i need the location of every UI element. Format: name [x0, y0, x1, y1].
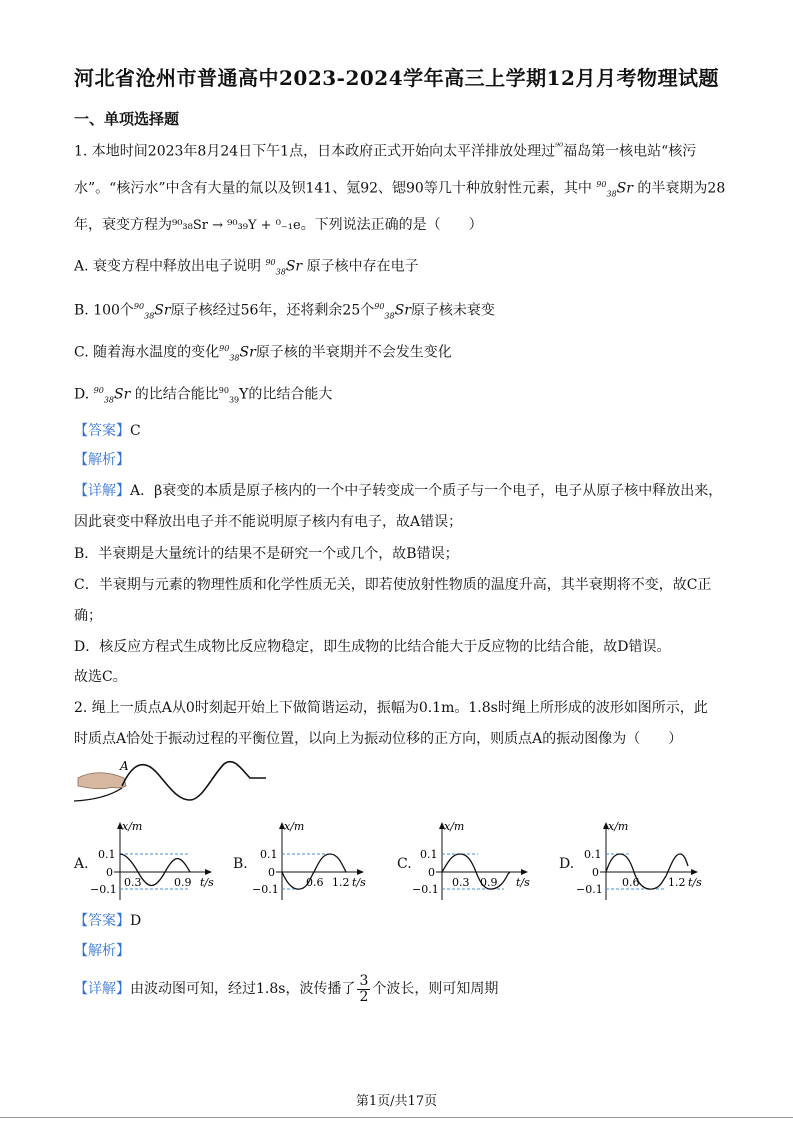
q1-option-c: C. 随着海水温度的变化$^{90}_{38}$Sr原子核的半衰期并不会发生变化: [74, 344, 452, 363]
y-tick-zero: 0: [592, 866, 599, 879]
y-label: x/m: [444, 820, 465, 833]
point-a-label: A: [120, 759, 129, 773]
graph-a-option-label: A.: [74, 856, 89, 872]
rope-wave-line: [122, 762, 266, 800]
q1-detail-3: B．半衰期是大量统计的结果不是研究一个或几个，故B错误；: [74, 546, 459, 562]
q2-line1: 2. 绳上一质点A从0时刻起开始上下做简谐运动，振幅为0.1m。1.8s时绳上所形成的波形如图所示，此: [74, 700, 708, 716]
q2-answer: 【答案】D: [74, 913, 142, 929]
q2-analysis-tag: 【解析】: [74, 943, 130, 959]
y-label: x/m: [284, 820, 305, 833]
graph-d-option-label: D.: [559, 856, 575, 872]
y-tick-zero: 0: [268, 866, 275, 879]
q1-line2: 水”。“核污水”中含有大量的氚以及钡141、氪92、锶90等几十种放射性元素，其中 $^{90}_{38}$Sr 的半衰期为28: [74, 175, 725, 204]
q1-detail-7: 故选C。: [74, 669, 127, 685]
x-tick-1: 0.3: [452, 876, 470, 889]
y-tick-pos: 0.1: [98, 848, 116, 861]
rope-wave-figure: [74, 756, 274, 806]
y-tick-neg: −0.1: [90, 883, 117, 896]
q2-line2: 时质点A恰处于振动过程的平衡位置，以向上为振动位移的正方向，则质点A的振动图像为（ ）: [74, 731, 683, 747]
q1-option-d: D. $^{90}_{38}$Sr 的比结合能比$^{90}_{39}$Y的比结合能大: [74, 386, 333, 405]
y-tick-neg: −0.1: [576, 883, 603, 896]
q1-detail-2: 因此衰变中释放出电子并不能说明原子核内有电子，故A错误；: [74, 514, 463, 530]
y-tick-neg: −0.1: [252, 883, 279, 896]
graph-b: [252, 818, 376, 902]
x-label: t/s: [516, 876, 530, 889]
graph-d: [576, 818, 708, 902]
page-footer: 第1页/共17页: [355, 1094, 438, 1109]
q1-option-a: A. 衰变方程中释放出电子说明 $^{90}_{38}$Sr 原子核中存在电子: [74, 258, 419, 277]
q1-line1: 1. 本地时间2023年8月24日下午1点，日本政府正式开始向太平洋排放处理过⁹⁰福岛第一核电站“核污: [74, 138, 696, 162]
footer-divider: [0, 1117, 793, 1118]
section-heading: 一、单项选择题: [74, 110, 180, 128]
q1-detail-4: C．半衰期与元素的物理性质和化学性质无关，即若使放射性物质的温度升高，其半衰期将不变，故C正: [74, 577, 712, 593]
y-label: x/m: [608, 820, 629, 833]
x-tick-2: 1.2: [332, 876, 350, 889]
x-label: t/s: [688, 876, 702, 889]
q1-option-b: B. 100个$^{90}_{38}$Sr原子核经过56年，还将剩余25个$^{90}_{38}$Sr原子核未衰变: [74, 302, 495, 321]
decay-equation: ⁹⁰₃₈Sr → ⁹⁰₃₉Y + ⁰₋₁e: [172, 218, 301, 233]
x-tick-1: 0.6: [306, 876, 324, 889]
q1-answer: 【答案】C: [74, 423, 141, 439]
q1-detail-1: 【详解】A．β衰变的本质是原子核内的一个中子转变成一个质子与一个电子，电子从原子核中释放出来，: [74, 483, 723, 499]
wrist-curve: [74, 788, 122, 801]
graph-c: [412, 818, 544, 902]
y-tick-pos: 0.1: [260, 848, 278, 861]
page-title: 河北省沧州市普通高中2023-2024学年高三上学期12月月考物理试题: [74, 66, 719, 90]
x-tick-1: 0.3: [124, 876, 142, 889]
fraction-three-halves: $\frac{3}{2}$: [359, 972, 369, 1005]
y-tick-zero: 0: [428, 866, 435, 879]
q1-detail-6: D．核反应方程式生成物比反应物稳定，即生成物的比结合能大于反应物的比结合能，故D错误。: [74, 639, 671, 655]
x-label: t/s: [200, 876, 214, 889]
graph-c-option-label: C.: [397, 856, 412, 872]
x-tick-2: 0.9: [480, 876, 498, 889]
hand-icon: [78, 773, 126, 789]
x-tick-2: 0.9: [174, 876, 192, 889]
y-label: x/m: [122, 820, 143, 833]
q2-detail-1: 【详解】由波动图可知，经过1.8s，波传播了 $\frac{3}{2}$ 个波长，则可知周期: [74, 972, 499, 1005]
y-tick-zero: 0: [106, 866, 113, 879]
x-label: t/s: [352, 876, 366, 889]
q1-detail-5: 确；: [74, 608, 102, 624]
nuclide-sr: $^{90}_{38}$Sr: [596, 180, 633, 199]
y-tick-neg: −0.1: [412, 883, 439, 896]
y-tick-pos: 0.1: [584, 848, 602, 861]
q1-analysis-tag: 【解析】: [74, 452, 130, 468]
graph-a: [90, 818, 222, 902]
q1-line3: 年，衰变方程为⁹⁰₃₈Sr → ⁹⁰₃₉Y + ⁰₋₁e。下列说法正确的是（ ）: [74, 217, 483, 233]
graph-b-option-label: B.: [233, 856, 248, 872]
sr-small-icon: ⁹⁰: [555, 142, 564, 153]
x-tick-1: 0.6: [622, 876, 640, 889]
y-tick-pos: 0.1: [420, 848, 438, 861]
x-tick-2: 1.2: [668, 876, 686, 889]
